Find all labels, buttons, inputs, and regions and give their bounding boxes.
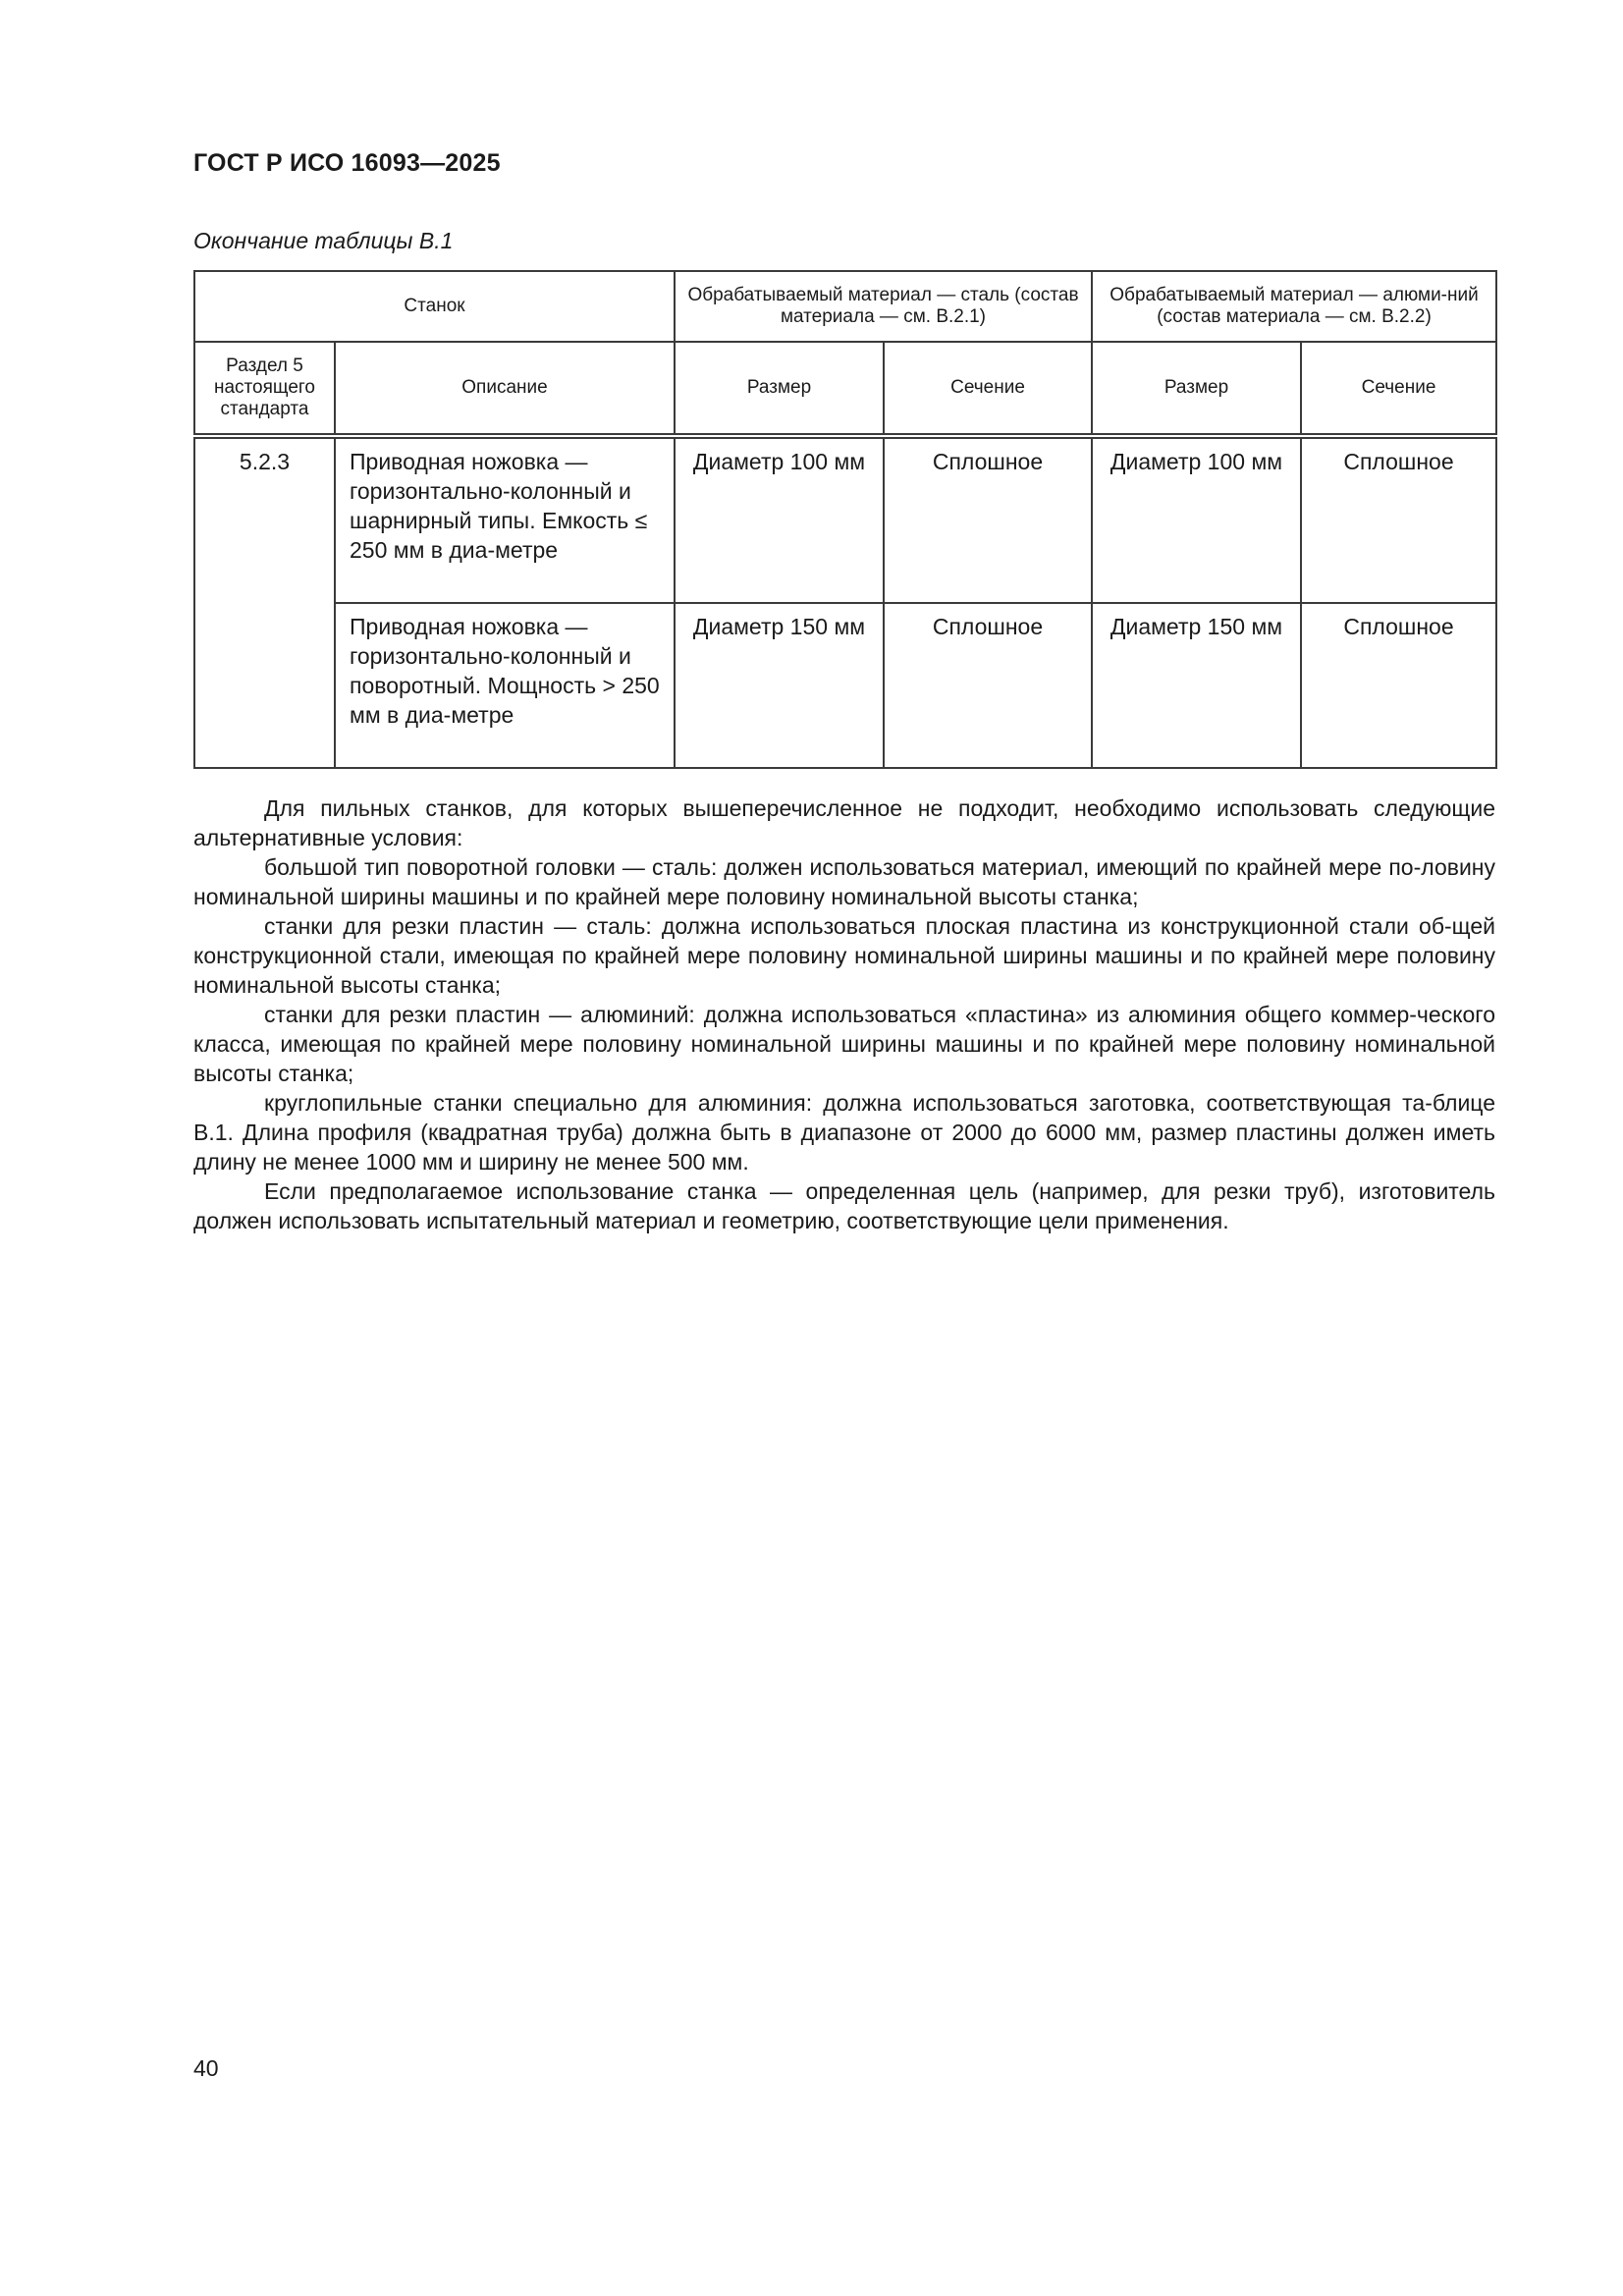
document-header: ГОСТ Р ИСО 16093—2025 (193, 149, 501, 177)
cell-description: Приводная ножовка — горизонтально-колонный и поворотный. Мощность > 250 мм в диа-метре (335, 603, 675, 768)
paragraph: станки для резки пластин — сталь: должна использоваться плоская пластина из конструкционной стали об-щей конструкционной стали, имеющая по крайней мере половину номинальной ширины машины и по крайней мере половину номинальной высоты станка; (193, 913, 1495, 998)
paragraph: Если предполагаемое использование станка — определенная цель (например, для резки труб), изготовитель должен использовать испытательный материал и геометрию, соответствующие цели применения. (193, 1178, 1495, 1233)
header-machine: Станок (194, 271, 675, 342)
specification-table (193, 270, 1497, 769)
cell-alu-section: Сплошное (1301, 603, 1496, 768)
paragraph: Для пильных станков, для которых вышеперечисленное не подходит, необходимо использовать следующие альтернативные условия: (193, 795, 1495, 850)
table-caption: Окончание таблицы В.1 (193, 228, 454, 253)
body-text (193, 793, 1495, 1235)
paragraph: станки для резки пластин — алюминий: должна использоваться «пластина» из алюминия общего коммер-ческого класса, имеющая по крайней мере половину номинальной ширины машины и по крайней мере половину номинальной высоты станка; (193, 1002, 1495, 1086)
header-steel-section: Сечение (884, 342, 1092, 436)
cell-section: 5.2.3 (194, 436, 335, 768)
page-number: 40 (193, 2055, 219, 2081)
header-steel-size: Размер (675, 342, 884, 436)
cell-alu-size: Диаметр 150 мм (1092, 603, 1301, 768)
header-alu-section: Сечение (1301, 342, 1496, 436)
table-row (194, 436, 1496, 603)
header-steel-material: Обрабатываемый материал — сталь (состав материала — см. В.2.1) (675, 271, 1092, 342)
cell-steel-size: Диаметр 100 мм (675, 436, 884, 603)
header-aluminium-material: Обрабатываемый материал — алюми-ний (состав материала — см. В.2.2) (1092, 271, 1496, 342)
cell-steel-section: Сплошное (884, 603, 1092, 768)
paragraph: большой тип поворотной головки — сталь: должен использоваться материал, имеющий по крайней мере по-ловину номинальной ширины машины и по крайней мере половину номинальной высоты станка; (193, 854, 1495, 909)
paragraph: круглопильные станки специально для алюминия: должна использоваться заготовка, соответствующая та-блице В.1. Длина профиля (квадратная труба) должна быть в диапазоне от 2000 до 6000 мм, размер пластины должен иметь длину не менее 1000 мм и ширину не менее 500 мм. (193, 1090, 1495, 1175)
cell-steel-section: Сплошное (884, 436, 1092, 603)
cell-alu-size: Диаметр 100 мм (1092, 436, 1301, 603)
cell-description: Приводная ножовка — горизонтально-колонный и шарнирный типы. Емкость ≤ 250 мм в диа-метре (335, 436, 675, 603)
header-section: Раздел 5 настоящего стандарта (194, 342, 335, 436)
table-row (194, 603, 1496, 768)
header-description: Описание (335, 342, 675, 436)
cell-steel-size: Диаметр 150 мм (675, 603, 884, 768)
header-alu-size: Размер (1092, 342, 1301, 436)
cell-alu-section: Сплошное (1301, 436, 1496, 603)
